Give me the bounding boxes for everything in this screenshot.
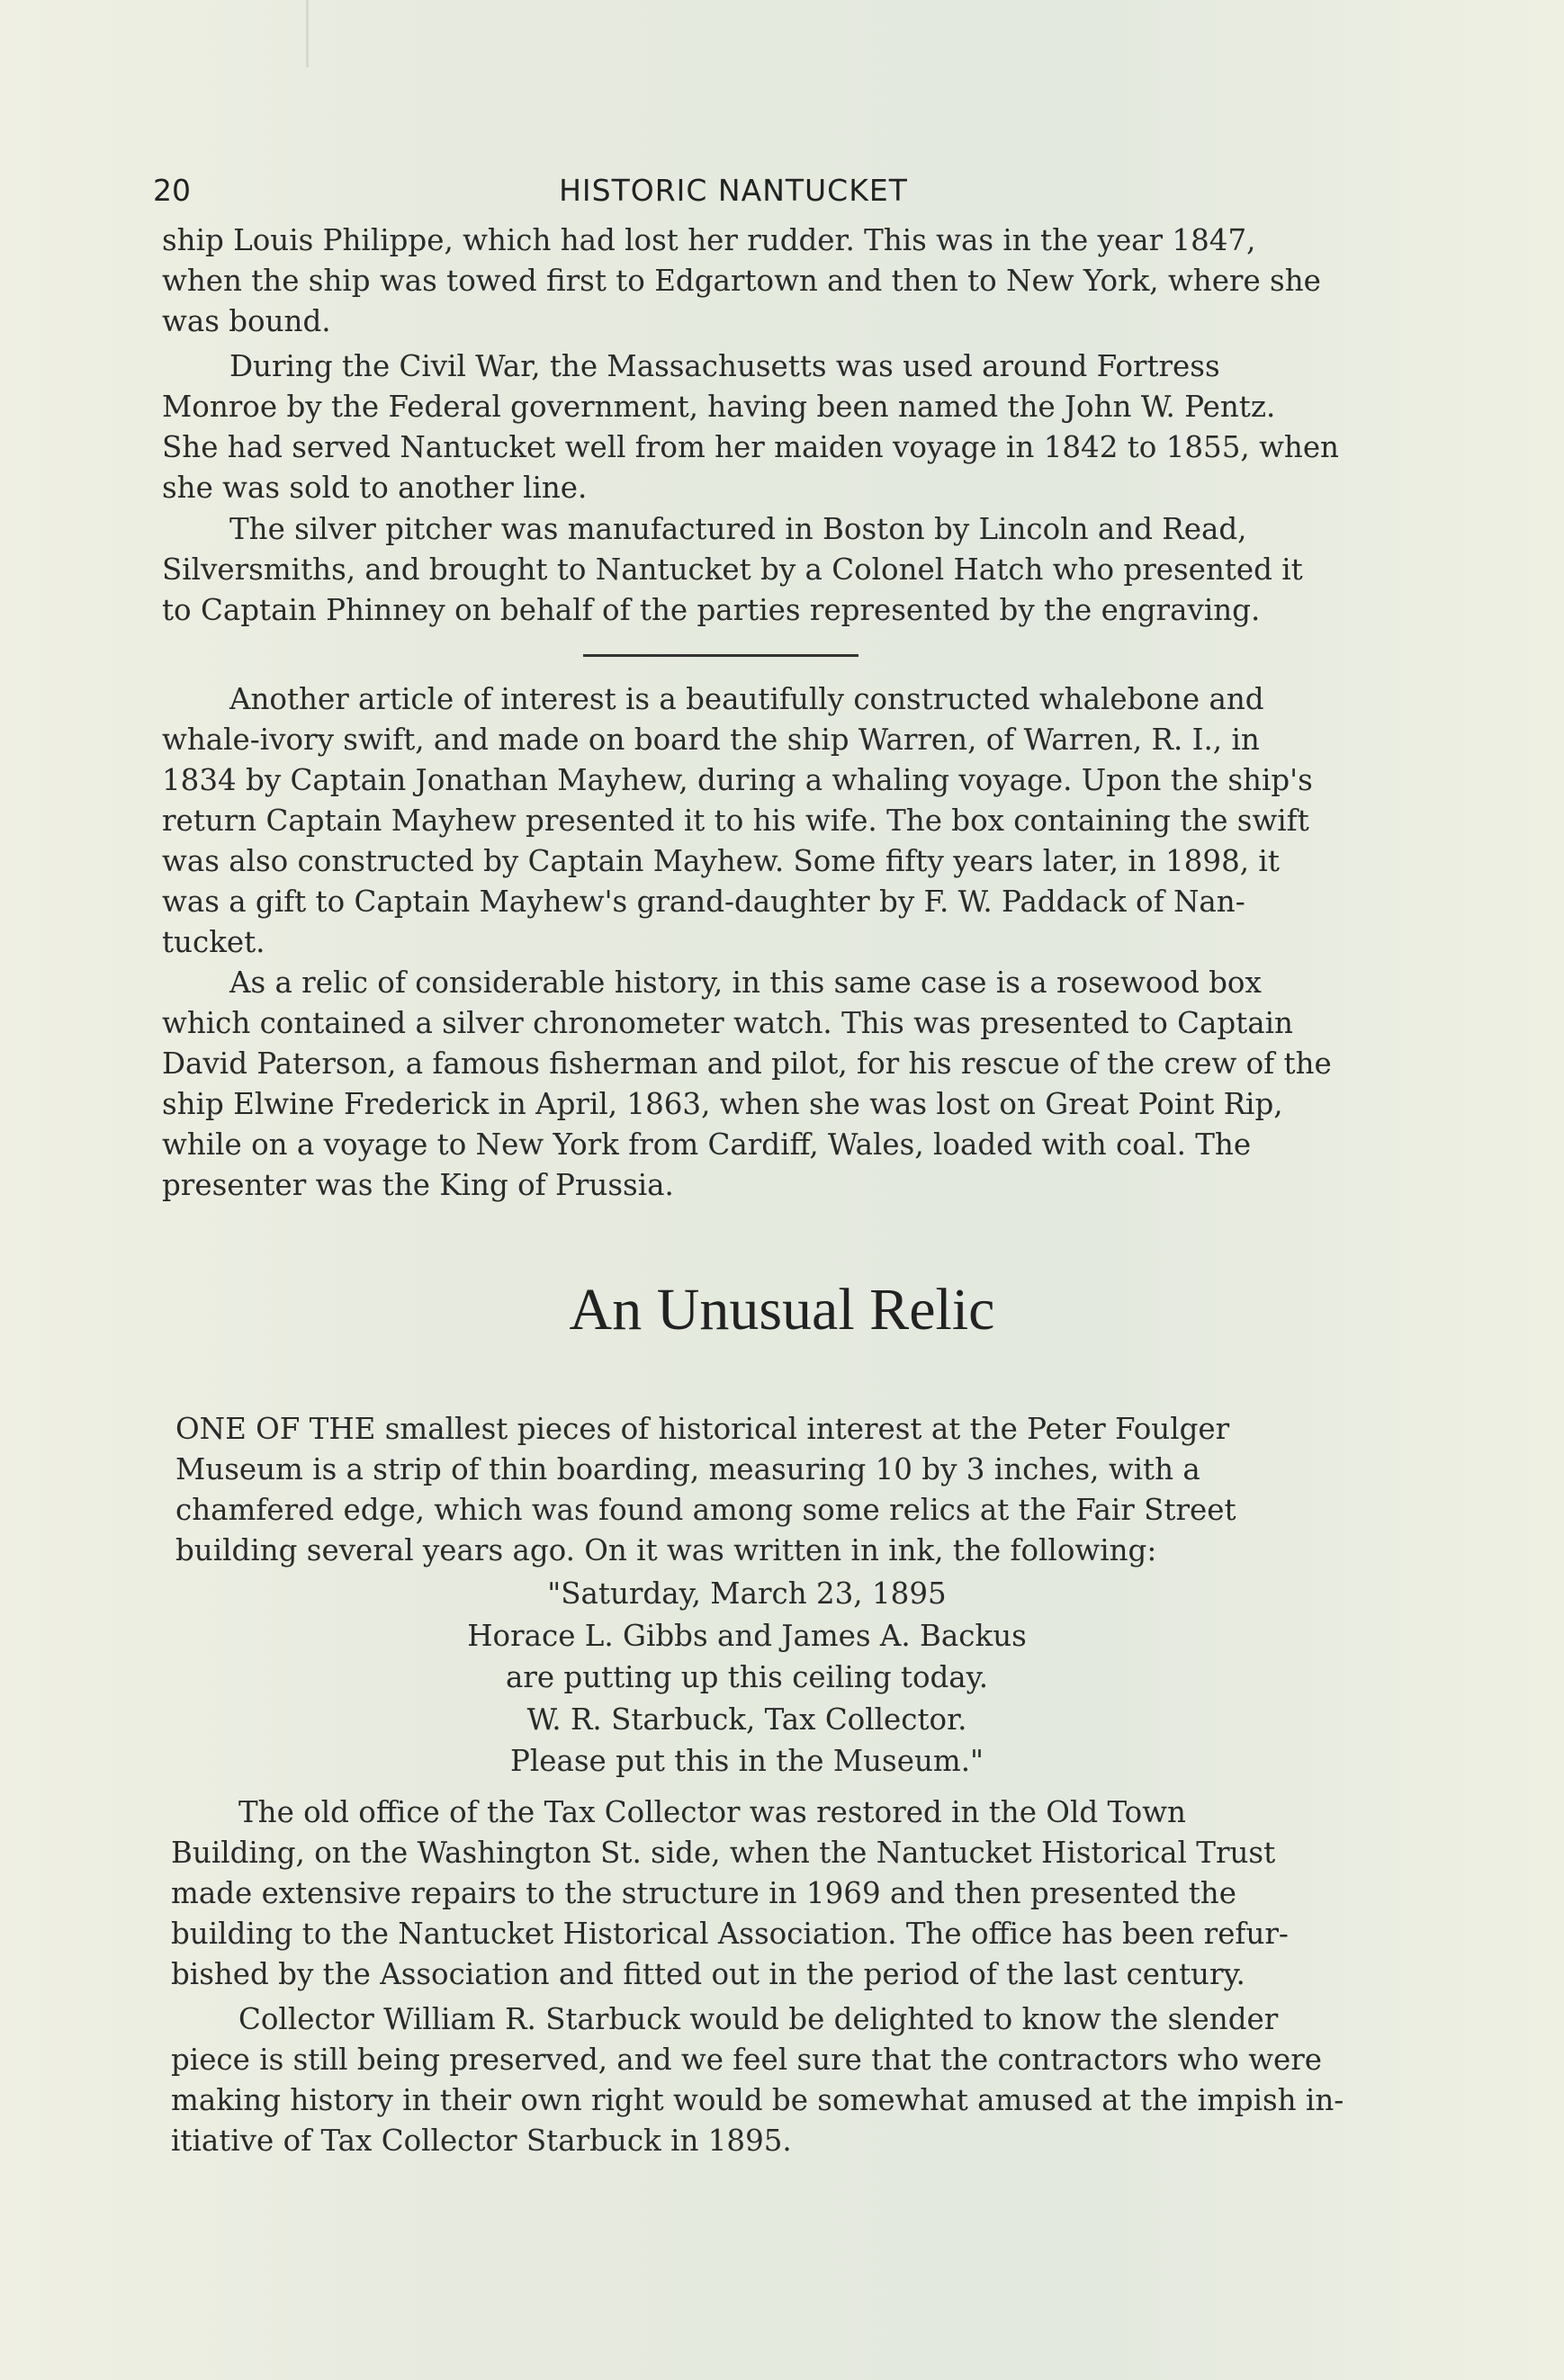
inscription-line: "Saturday, March 23, 1895: [547, 1576, 947, 1611]
text-line: bished by the Association and fitted out in the period of the last century.: [171, 1957, 1245, 1991]
paragraph-rosewood-box: [162, 963, 1332, 1206]
scan-mark: [306, 0, 309, 67]
text-line: return Captain Mayhew presented it to his wife. The box containing the swift: [162, 804, 1309, 838]
text-line: building to the Nantucket Historical Association. The office has been refur-: [171, 1917, 1289, 1951]
text-line: building several years ago. On it was written in ink, the following:: [175, 1533, 1157, 1567]
page-header: [153, 173, 1314, 218]
text-line: tucket.: [162, 925, 265, 959]
section-title: An Unusual Relic: [569, 1277, 995, 1343]
paragraph-silver-pitcher: [162, 509, 1314, 631]
inscription-quote: [162, 1573, 1332, 1783]
text-line: piece is still being preserved, and we feel sure that the contractors who were: [171, 2043, 1323, 2077]
text-line: The silver pitcher was manufactured in Boston by Lincoln and Read,: [229, 512, 1247, 546]
paragraph-unusual-relic: [175, 1409, 1327, 1571]
text-line: was bound.: [162, 304, 331, 338]
text-line: Museum is a strip of thin boarding, measuring 10 by 3 inches, with a: [175, 1452, 1200, 1486]
text-line: Silversmiths, and brought to Nantucket by a Colonel Hatch who presented it: [162, 552, 1303, 587]
paragraph-collector-starbuck: [171, 1999, 1344, 2161]
text-line: ship Louis Philippe, which had lost her rudder. This was in the year 1847,: [162, 223, 1256, 257]
text-line: She had served Nantucket well from her maiden voyage in 1842 to 1855, when: [162, 430, 1339, 464]
paragraph-louis-philippe: [162, 220, 1321, 342]
inscription-line: Horace L. Gibbs and James A. Backus: [467, 1618, 1027, 1653]
text-line: David Paterson, a famous fisherman and pilot, for his rescue of the crew of the: [162, 1046, 1332, 1081]
text-line: ship Elwine Frederick in April, 1863, when she was lost on Great Point Rip,: [162, 1087, 1283, 1121]
text-line: 1834 by Captain Jonathan Mayhew, during a whaling voyage. Upon the ship's: [162, 763, 1313, 797]
text-line: was also constructed by Captain Mayhew. Some fifty years later, in 1898, it: [162, 844, 1280, 878]
text-line: Another article of interest is a beautifully constructed whalebone and: [229, 682, 1264, 716]
text-line: Monroe by the Federal government, having been named the John W. Pentz.: [162, 390, 1276, 424]
text-line: Collector William R. Starbuck would be delighted to know the slender: [238, 2002, 1279, 2036]
text-line: The old office of the Tax Collector was restored in the Old Town: [238, 1795, 1186, 1829]
paragraph-whalebone-swift: [162, 679, 1314, 963]
paragraph-tax-office: [171, 1792, 1323, 1995]
text-line: whale-ivory swift, and made on board the ship Warren, of Warren, R. I., in: [162, 723, 1260, 757]
text-line: making history in their own right would be somewhat amused at the impish in-: [171, 2083, 1344, 2117]
text-line: ONE OF THE smallest pieces of historical interest at the Peter Foulger: [175, 1412, 1230, 1446]
text-line: During the Civil War, the Massachusetts was used around Fortress: [229, 349, 1220, 383]
text-line: she was sold to another line.: [162, 471, 588, 505]
inscription-line: Please put this in the Museum.": [510, 1744, 984, 1778]
text-line: itiative of Tax Collector Starbuck in 1895.: [171, 2124, 792, 2158]
running-title: HISTORIC NANTUCKET: [559, 173, 908, 208]
paragraph-civil-war: [162, 346, 1339, 508]
inscription-line: W. R. Starbuck, Tax Collector.: [526, 1702, 967, 1737]
text-line: chamfered edge, which was found among some relics at the Fair Street: [175, 1493, 1236, 1527]
page-number: 20: [153, 173, 191, 208]
text-line: Building, on the Washington St. side, when the Nantucket Historical Trust: [171, 1836, 1276, 1870]
text-line: was a gift to Captain Mayhew's grand-daughter by F. W. Paddack of Nan-: [162, 885, 1245, 919]
text-line: when the ship was towed first to Edgartown and then to New York, where she: [162, 264, 1321, 298]
section-divider: [583, 654, 858, 657]
inscription-line: are putting up this ceiling today.: [505, 1660, 989, 1694]
text-line: which contained a silver chronometer watch. This was presented to Captain: [162, 1006, 1293, 1040]
text-line: while on a voyage to New York from Cardiff, Wales, loaded with coal. The: [162, 1127, 1252, 1162]
text-line: to Captain Phinney on behalf of the parties represented by the engraving.: [162, 593, 1261, 627]
text-line: As a relic of considerable history, in this same case is a rosewood box: [229, 965, 1262, 1000]
text-line: made extensive repairs to the structure in 1969 and then presented the: [171, 1876, 1236, 1910]
text-line: presenter was the King of Prussia.: [162, 1168, 674, 1202]
